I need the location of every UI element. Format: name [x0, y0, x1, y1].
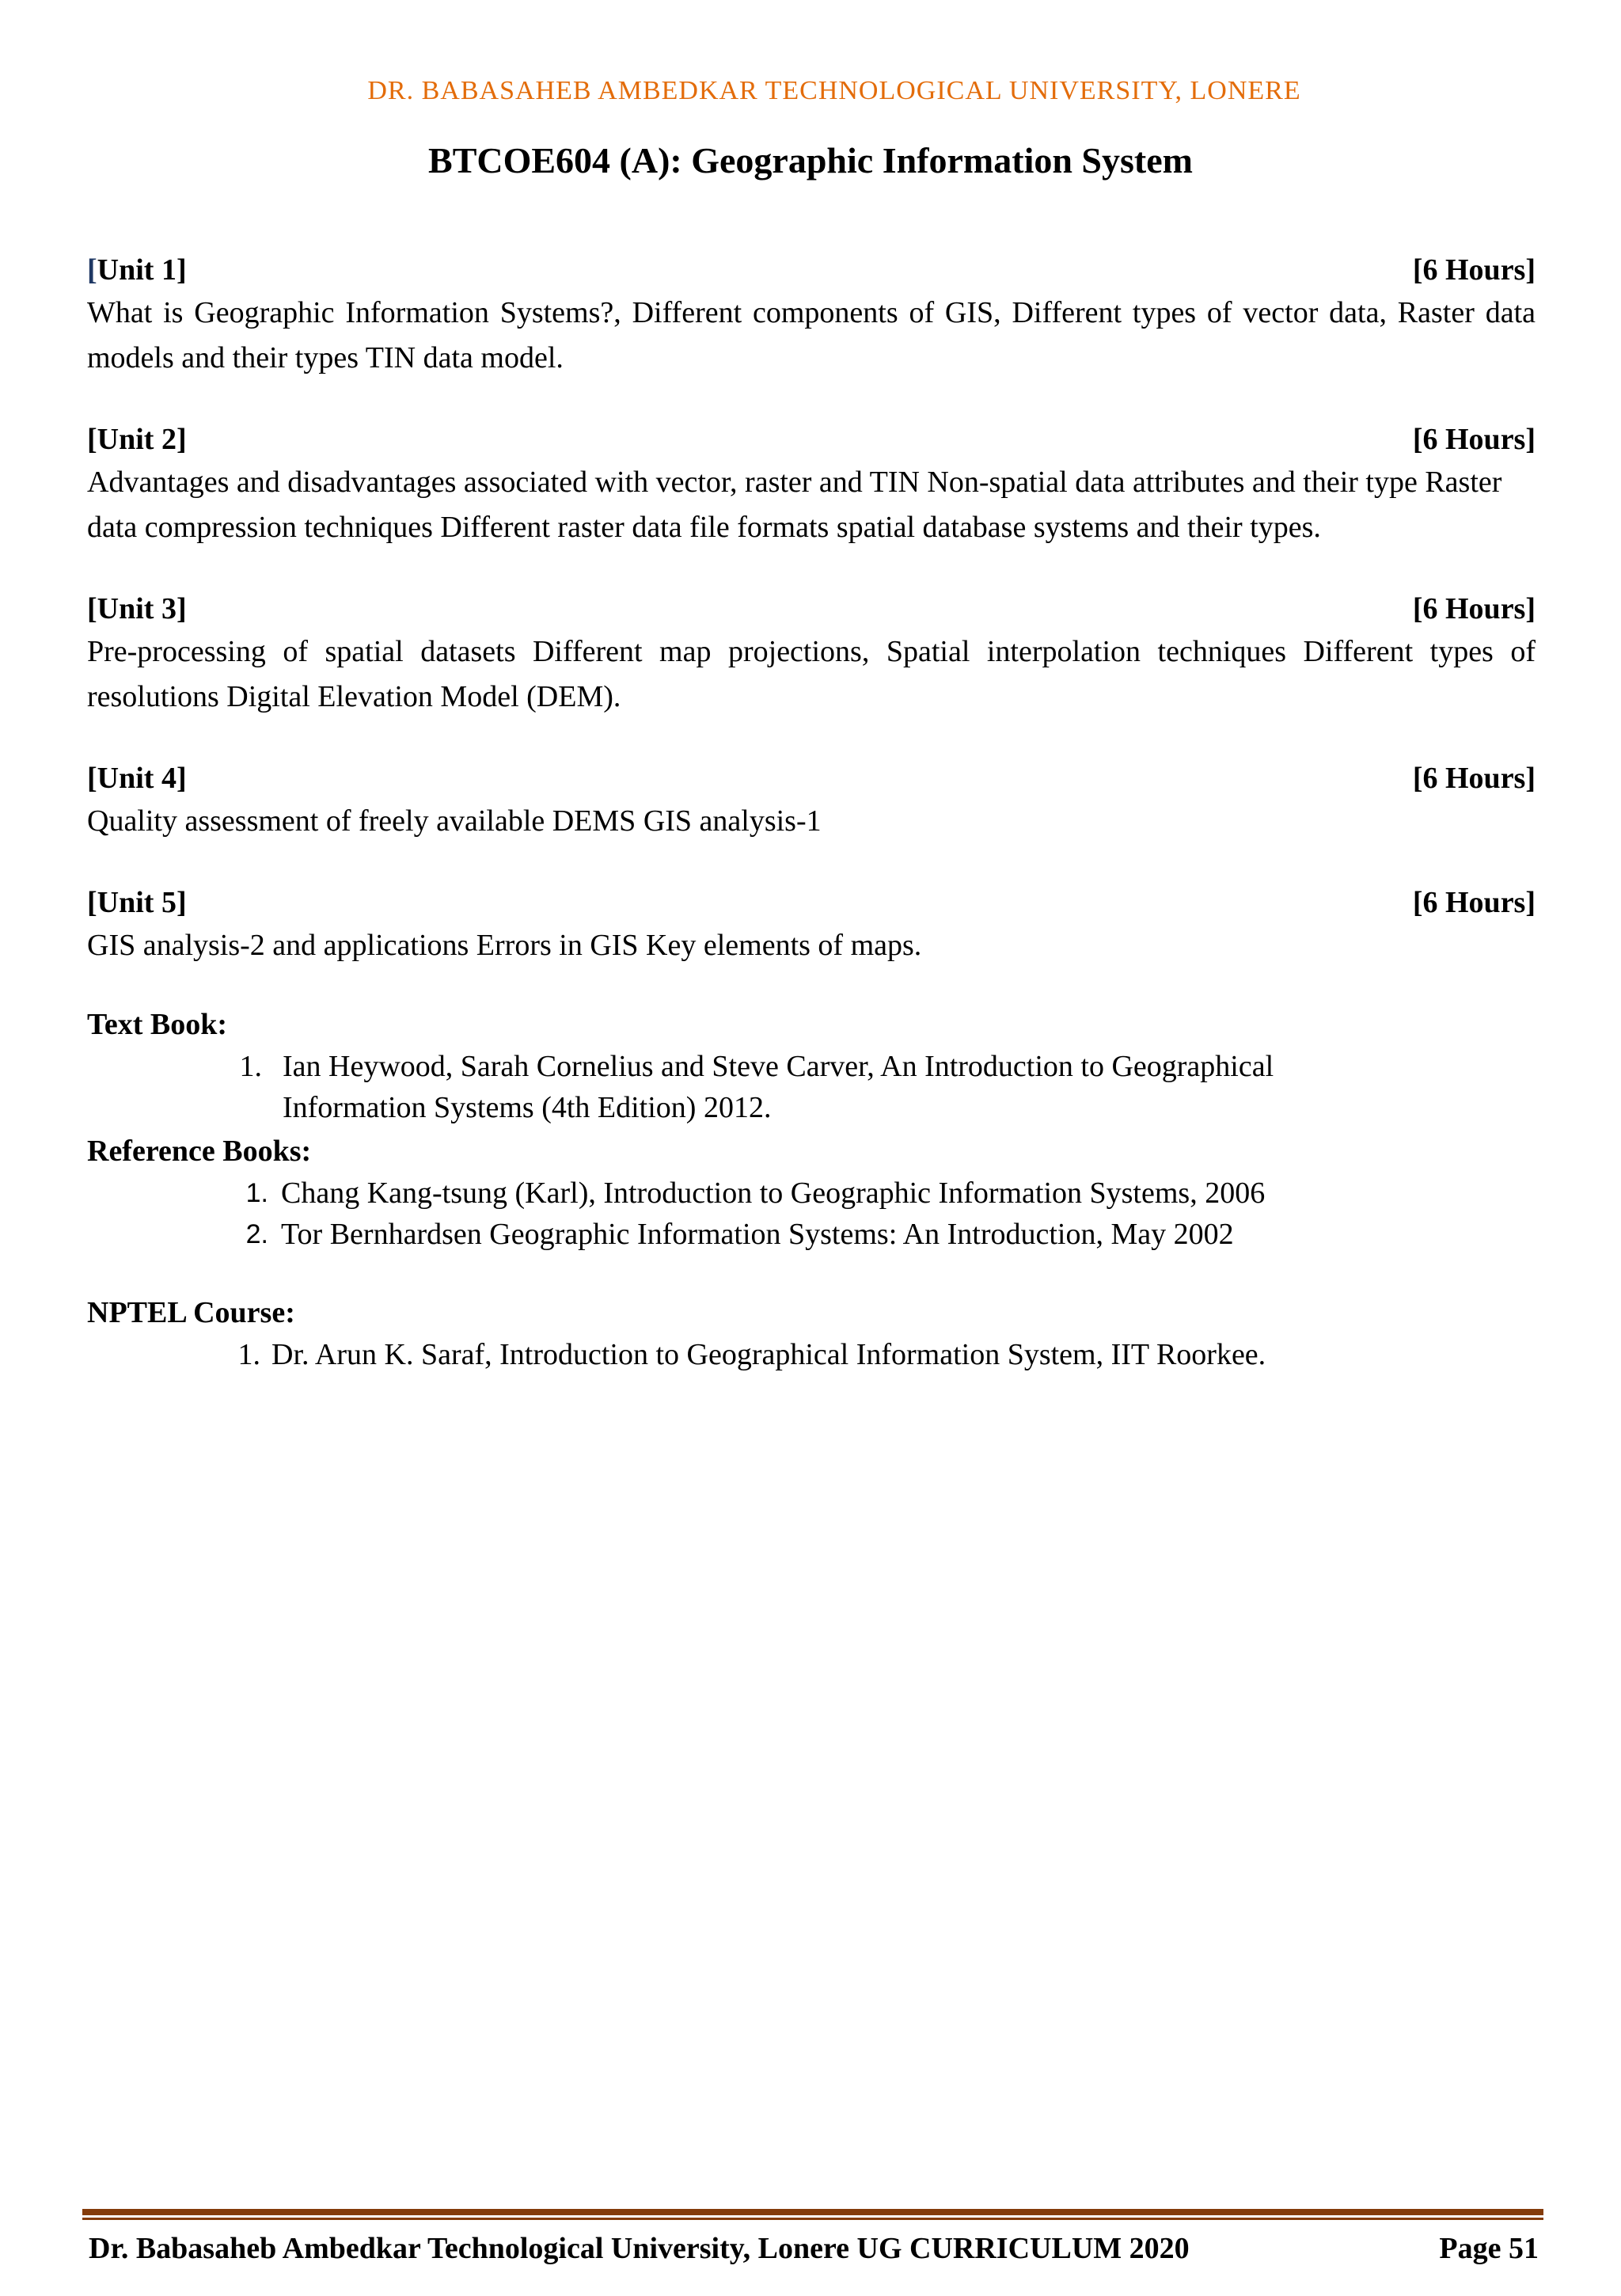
unit-2-hours: [6 Hours] — [1412, 423, 1536, 456]
text-book-section — [87, 1003, 1536, 1128]
university-header: DR. BABASAHEB AMBEDKAR TECHNOLOGICAL UNIVERSITY, LONERE — [367, 76, 1301, 105]
unit-1-hours: [6 Hours] — [1412, 253, 1536, 287]
reference-books-section — [87, 1130, 1536, 1255]
reference-books-heading: Reference Books: — [87, 1135, 312, 1168]
list-item-number: 2. — [245, 1219, 268, 1249]
unit-4 — [87, 758, 1536, 844]
list-item — [87, 1214, 1536, 1255]
unit-1-title-text: Unit 1] — [97, 253, 187, 287]
unit-4-header — [87, 758, 1536, 799]
unit-2-header — [87, 419, 1536, 460]
list-item — [87, 1046, 1536, 1128]
unit-1-header — [87, 249, 1536, 291]
reference-books-list — [87, 1173, 1536, 1255]
unit-3-description: Pre-processing of spatial datasets Different map projections, Spatial interpolation techniques Different types of resolutions Digital Elevation Model (DEM). — [87, 635, 1536, 713]
unit-1 — [87, 249, 1536, 381]
unit-3 — [87, 588, 1536, 720]
footer-divider-thick — [82, 2209, 1543, 2215]
list-item — [87, 1334, 1536, 1375]
unit-3-hours: [6 Hours] — [1412, 592, 1536, 625]
unit-1-title — [87, 249, 187, 291]
nptel-heading: NPTEL Course: — [87, 1296, 295, 1329]
list-item-text: Dr. Arun K. Saraf, Introduction to Geographical Information System, IIT Roorkee. — [271, 1338, 1266, 1371]
unit-2 — [87, 419, 1536, 550]
unit-2-title: [Unit 2] — [87, 423, 187, 456]
course-title: BTCOE604 (A): Geographic Information System — [428, 140, 1193, 181]
list-item-number: 1. — [237, 1338, 260, 1371]
unit-4-title: [Unit 4] — [87, 762, 187, 795]
unit-3-title: [Unit 3] — [87, 592, 187, 625]
unit-2-description: Advantages and disadvantages associated with vector, raster and TIN Non-spatial data attributes and their type Raster data compression techniques Different raster data file formats spatial database systems and their types. — [87, 466, 1502, 544]
list-item-number: 1. — [239, 1050, 262, 1083]
unit-5 — [87, 882, 1536, 968]
nptel-list — [87, 1334, 1536, 1375]
unit-1-description: What is Geographic Information Systems?, Different components of GIS, Different types of vector data, Raster data models and their types TIN data model. — [87, 296, 1536, 374]
footer-university-text: Dr. Babasaheb Ambedkar Technological University, Lonere UG CURRICULUM 2020 — [89, 2232, 1190, 2265]
syllabus-content — [87, 249, 1536, 1375]
unit-4-description: Quality assessment of freely available DEMS GIS analysis-1 — [87, 804, 822, 838]
unit-5-title: [Unit 5] — [87, 886, 187, 919]
nptel-section — [87, 1291, 1536, 1375]
text-book-list — [87, 1046, 1536, 1128]
unit-4-hours: [6 Hours] — [1412, 762, 1536, 795]
text-book-heading: Text Book: — [87, 1008, 228, 1041]
unit-3-header — [87, 588, 1536, 629]
list-item-text: Ian Heywood, Sarah Cornelius and Steve Carver, An Introduction to Geographical Information Systems (4th Edition) 2012. — [283, 1050, 1274, 1124]
list-item-number: 1. — [245, 1178, 268, 1208]
unit-5-description: GIS analysis-2 and applications Errors in GIS Key elements of maps. — [87, 929, 922, 962]
list-item-text: Tor Bernhardsen Geographic Information Systems: An Introduction, May 2002 — [281, 1218, 1234, 1251]
unit-5-header — [87, 882, 1536, 923]
list-item-text: Chang Kang-tsung (Karl), Introduction to Geographic Information Systems, 2006 — [281, 1177, 1266, 1210]
unit-1-open-bracket: [ — [87, 253, 97, 287]
list-item — [87, 1173, 1536, 1214]
unit-5-hours: [6 Hours] — [1412, 886, 1536, 919]
page-number: Page 51 — [1439, 2232, 1539, 2265]
footer-divider-thin — [82, 2218, 1543, 2220]
